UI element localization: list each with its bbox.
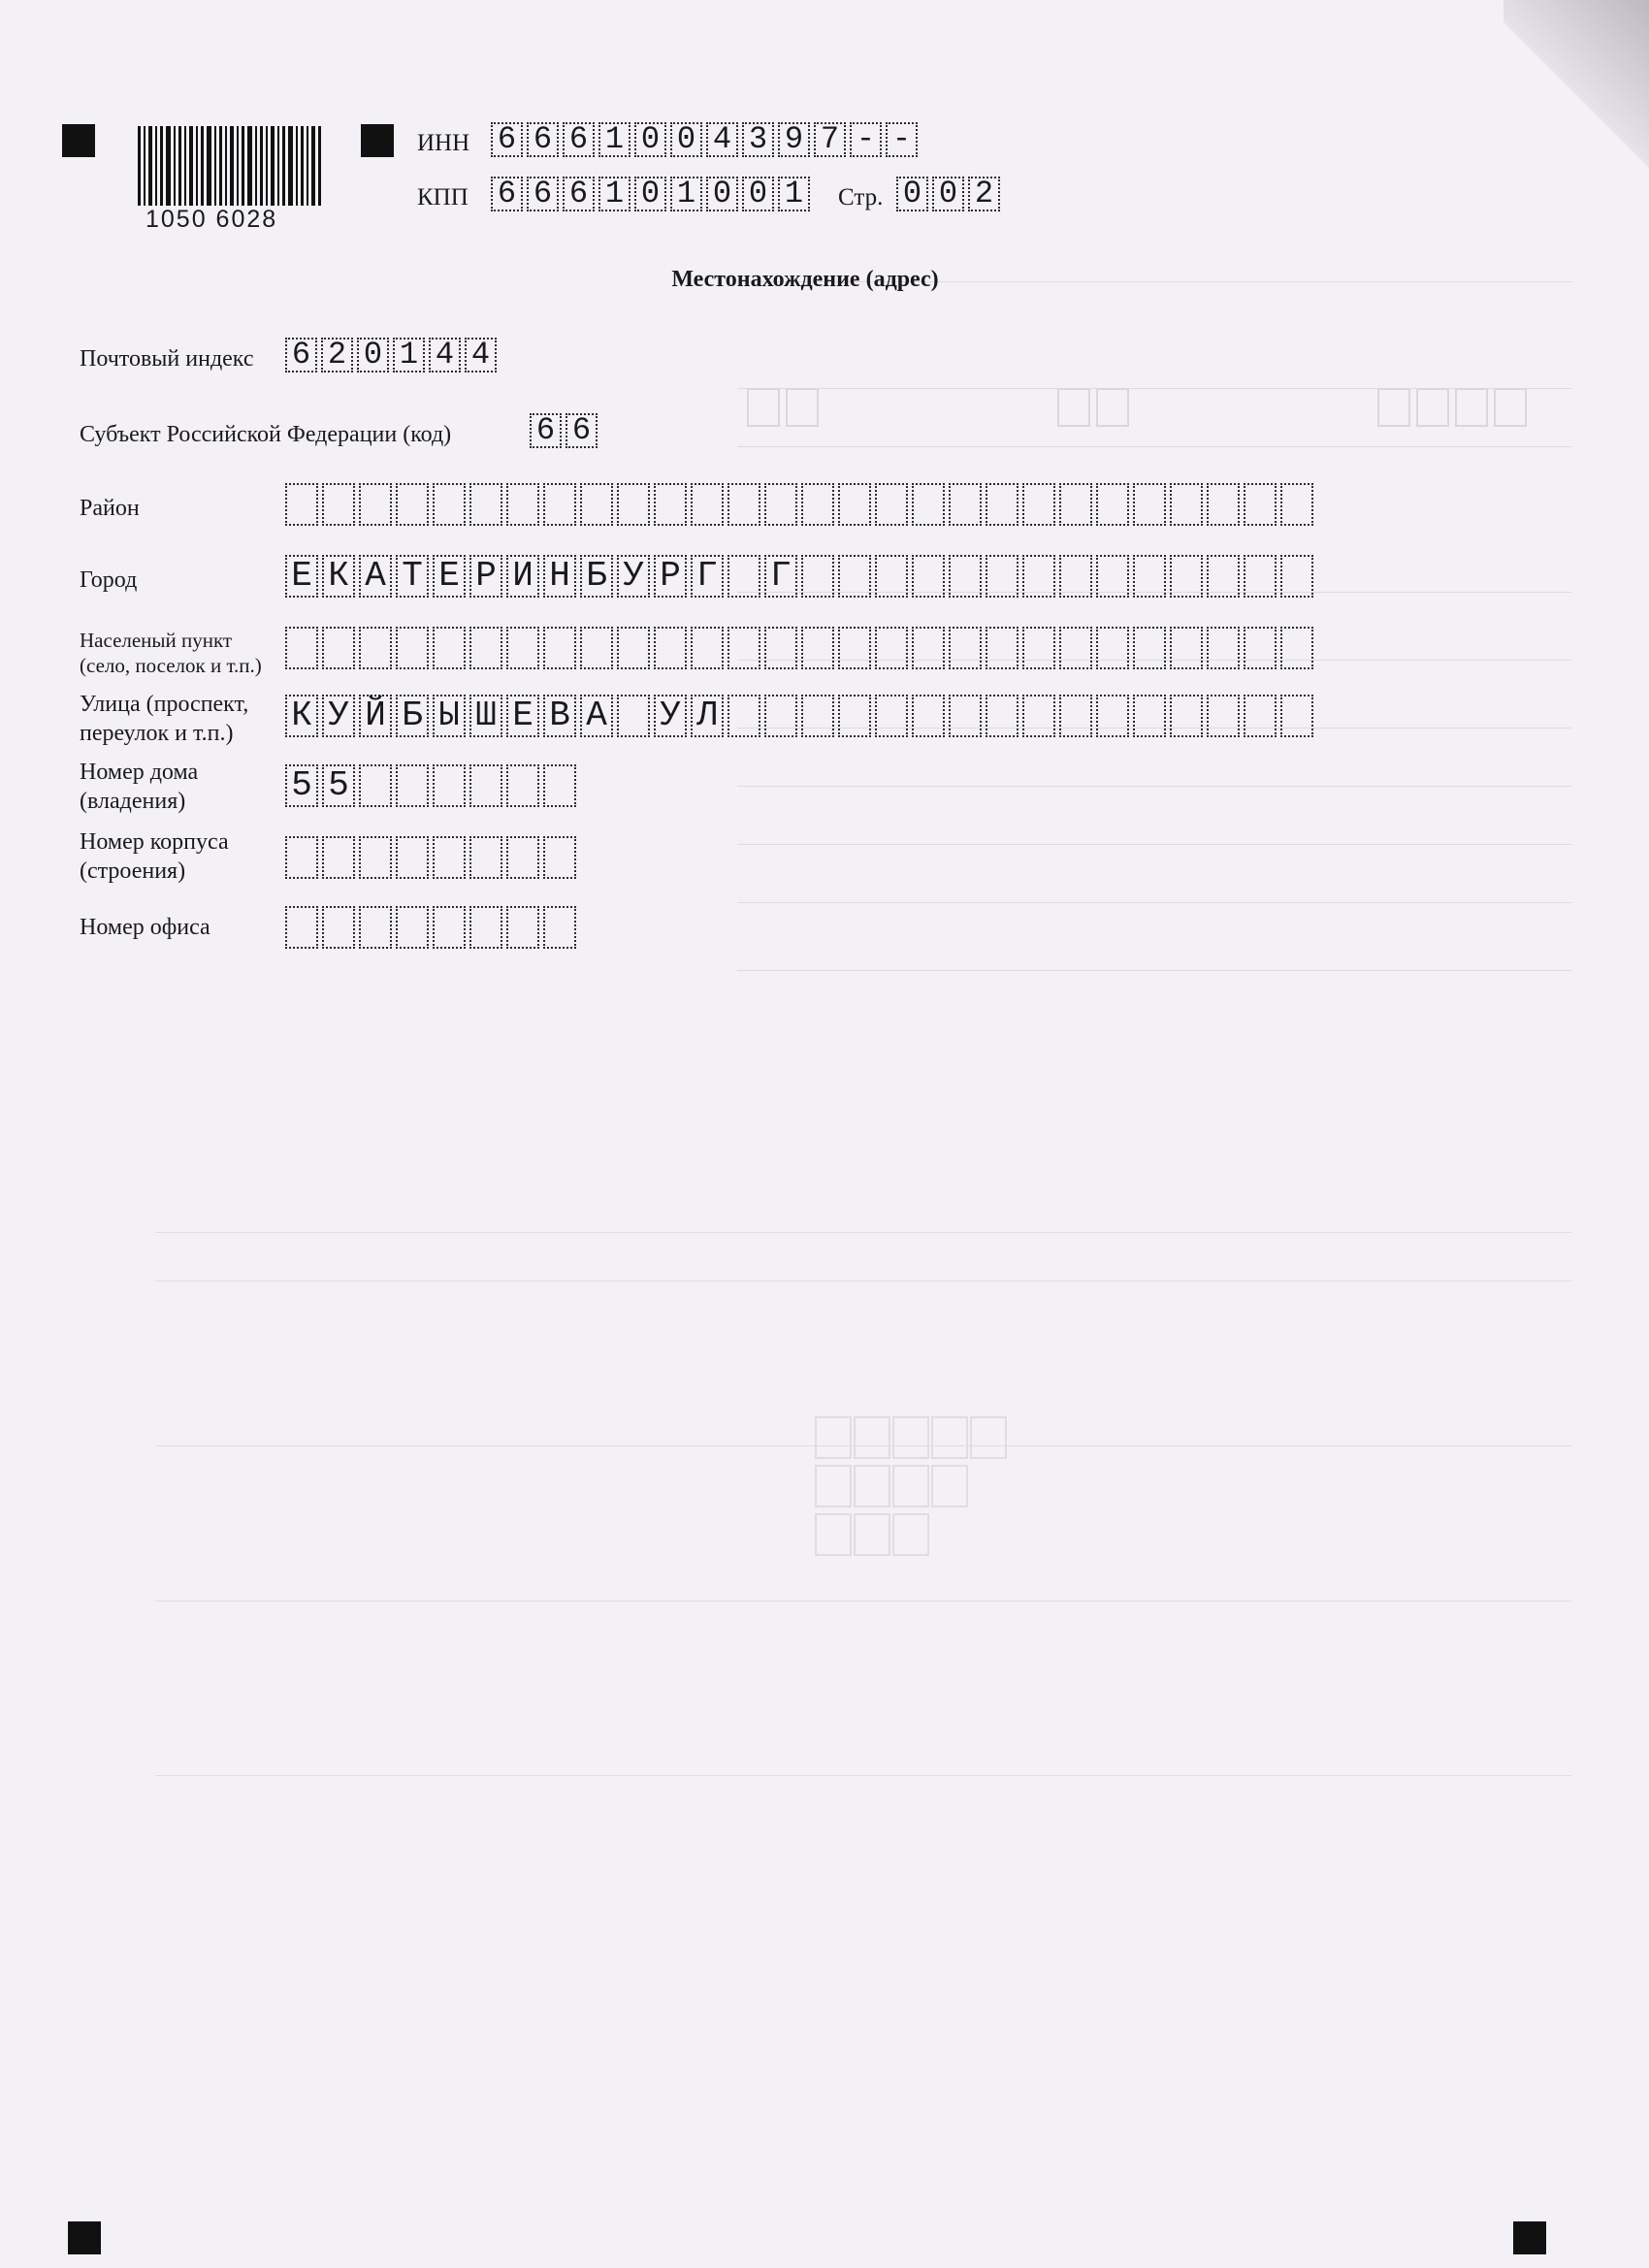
char-cell[interactable] — [1244, 627, 1277, 669]
char-cell[interactable] — [396, 627, 429, 669]
char-cell[interactable]: К — [322, 555, 355, 598]
char-cell[interactable]: 4 — [465, 338, 497, 373]
char-cell[interactable] — [1022, 695, 1055, 737]
char-cell[interactable] — [986, 555, 1018, 598]
char-cell[interactable]: 0 — [634, 177, 666, 211]
char-cell[interactable] — [764, 695, 797, 737]
char-cell[interactable] — [838, 483, 871, 526]
char-cell[interactable] — [1059, 555, 1092, 598]
char-cell[interactable] — [1280, 627, 1313, 669]
char-cell[interactable]: 0 — [932, 177, 964, 211]
char-cell[interactable]: Е — [433, 555, 466, 598]
building-number-label: Номер корпуса — [80, 829, 229, 855]
char-cell[interactable]: 0 — [706, 177, 738, 211]
char-cell[interactable] — [322, 906, 355, 949]
char-cell[interactable] — [1170, 695, 1203, 737]
char-cell[interactable] — [396, 906, 429, 949]
region-code-label: Субъект Российской Федерации (код) — [80, 422, 452, 447]
char-cell[interactable] — [543, 906, 576, 949]
char-cell[interactable] — [1170, 627, 1203, 669]
char-cell[interactable] — [359, 627, 392, 669]
char-cell[interactable]: 3 — [742, 122, 774, 157]
char-cell[interactable]: 2 — [321, 338, 353, 373]
district-label: Район — [80, 496, 140, 521]
house-number-field[interactable] — [285, 764, 580, 807]
char-cell[interactable] — [359, 483, 392, 526]
char-cell[interactable] — [322, 627, 355, 669]
char-cell[interactable] — [359, 764, 392, 807]
char-cell[interactable] — [875, 483, 908, 526]
char-cell[interactable]: Е — [285, 555, 318, 598]
region-code-field[interactable] — [530, 413, 601, 448]
char-cell[interactable] — [285, 627, 318, 669]
char-cell[interactable]: Р — [469, 555, 502, 598]
street-label: Улица (проспект, — [80, 692, 249, 717]
char-cell[interactable]: 0 — [742, 177, 774, 211]
char-cell[interactable]: 2 — [968, 177, 1000, 211]
char-cell[interactable] — [580, 483, 613, 526]
inn-label: ИНН — [417, 130, 470, 156]
char-cell[interactable] — [801, 555, 834, 598]
char-cell[interactable] — [543, 836, 576, 879]
char-cell[interactable] — [506, 836, 539, 879]
page-fold — [1504, 0, 1649, 223]
char-cell[interactable] — [469, 836, 502, 879]
char-cell[interactable] — [801, 695, 834, 737]
char-cell[interactable]: Ш — [469, 695, 502, 737]
char-cell[interactable]: Г — [691, 555, 724, 598]
char-cell[interactable]: К — [285, 695, 318, 737]
char-cell[interactable] — [580, 627, 613, 669]
char-cell[interactable] — [433, 906, 466, 949]
char-cell[interactable]: Б — [396, 695, 429, 737]
char-cell[interactable] — [396, 483, 429, 526]
settlement-label-hint: (село, поселок и т.п.) — [80, 654, 262, 677]
barcode — [138, 126, 322, 213]
district-field[interactable] — [285, 483, 1317, 526]
char-cell[interactable] — [1207, 695, 1240, 737]
char-cell[interactable] — [1133, 627, 1166, 669]
char-cell[interactable] — [654, 483, 687, 526]
char-cell[interactable] — [691, 483, 724, 526]
char-cell[interactable] — [396, 836, 429, 879]
char-cell[interactable]: 6 — [285, 338, 317, 373]
char-cell[interactable] — [433, 764, 466, 807]
char-cell[interactable] — [1207, 483, 1240, 526]
page-label: Стр. — [838, 184, 884, 211]
char-cell[interactable] — [433, 483, 466, 526]
char-cell[interactable] — [469, 483, 502, 526]
char-cell[interactable] — [617, 483, 650, 526]
barcode-number: 1050 6028 — [146, 206, 278, 233]
char-cell[interactable] — [728, 483, 760, 526]
char-cell[interactable] — [986, 695, 1018, 737]
char-cell[interactable]: Г — [764, 555, 797, 598]
char-cell[interactable]: Ы — [433, 695, 466, 737]
char-cell[interactable] — [728, 695, 760, 737]
char-cell[interactable]: 0 — [357, 338, 389, 373]
char-cell[interactable] — [469, 627, 502, 669]
street-field[interactable] — [285, 695, 1317, 737]
char-cell[interactable]: У — [617, 555, 650, 598]
char-cell[interactable] — [543, 764, 576, 807]
char-cell[interactable] — [322, 483, 355, 526]
char-cell[interactable] — [543, 483, 576, 526]
char-cell[interactable] — [359, 906, 392, 949]
char-cell[interactable] — [469, 764, 502, 807]
office-number-label: Номер офиса — [80, 915, 210, 940]
char-cell[interactable] — [1096, 627, 1129, 669]
char-cell[interactable] — [506, 906, 539, 949]
char-cell[interactable] — [617, 695, 650, 737]
city-label: Город — [80, 567, 138, 593]
settlement-field[interactable] — [285, 627, 1317, 669]
char-cell[interactable]: 6 — [527, 177, 559, 211]
char-cell[interactable]: Р — [654, 555, 687, 598]
char-cell[interactable] — [801, 483, 834, 526]
char-cell[interactable]: У — [654, 695, 687, 737]
char-cell[interactable] — [1096, 695, 1129, 737]
corner-marker-bottom-right — [1513, 2221, 1546, 2254]
char-cell[interactable]: 6 — [566, 413, 598, 448]
char-cell[interactable]: В — [543, 695, 576, 737]
char-cell[interactable] — [506, 483, 539, 526]
char-cell[interactable] — [285, 483, 318, 526]
char-cell[interactable] — [875, 555, 908, 598]
char-cell[interactable]: А — [580, 695, 613, 737]
corner-marker-bottom-left — [68, 2221, 101, 2254]
city-field[interactable] — [285, 555, 1317, 598]
char-cell[interactable] — [1133, 483, 1166, 526]
char-cell[interactable]: 6 — [527, 122, 559, 157]
corner-marker-top-mid — [361, 124, 394, 157]
postal-index-label: Почтовый индекс — [80, 346, 254, 372]
char-cell[interactable] — [912, 555, 945, 598]
char-cell[interactable] — [617, 627, 650, 669]
char-cell[interactable]: 4 — [706, 122, 738, 157]
char-cell[interactable]: 5 — [322, 764, 355, 807]
house-number-label-hint: (владения) — [80, 789, 186, 814]
char-cell[interactable] — [322, 836, 355, 879]
char-cell[interactable]: 6 — [563, 177, 595, 211]
char-cell[interactable]: У — [322, 695, 355, 737]
bleed-through-lower — [155, 1193, 1610, 1969]
char-cell[interactable] — [728, 627, 760, 669]
char-cell[interactable] — [875, 695, 908, 737]
char-cell[interactable] — [1022, 483, 1055, 526]
char-cell[interactable]: Й — [359, 695, 392, 737]
char-cell[interactable]: А — [359, 555, 392, 598]
char-cell[interactable] — [912, 695, 945, 737]
char-cell[interactable]: Е — [506, 695, 539, 737]
char-cell[interactable]: 5 — [285, 764, 318, 807]
char-cell[interactable]: 1 — [393, 338, 425, 373]
char-cell[interactable] — [433, 627, 466, 669]
char-cell[interactable] — [285, 906, 318, 949]
section-title: Местонахождение (адрес) — [671, 267, 939, 292]
char-cell[interactable] — [764, 627, 797, 669]
char-cell[interactable] — [1280, 555, 1313, 598]
building-number-field[interactable] — [285, 836, 580, 879]
char-cell[interactable] — [986, 483, 1018, 526]
char-cell[interactable]: 1 — [598, 177, 630, 211]
char-cell[interactable]: Б — [580, 555, 613, 598]
char-cell[interactable] — [1280, 695, 1313, 737]
char-cell[interactable] — [433, 836, 466, 879]
char-cell[interactable]: 6 — [491, 177, 523, 211]
char-cell[interactable]: 7 — [814, 122, 846, 157]
char-cell[interactable]: 6 — [530, 413, 562, 448]
char-cell[interactable]: - — [850, 122, 882, 157]
char-cell[interactable]: - — [886, 122, 918, 157]
char-cell[interactable] — [1280, 483, 1313, 526]
char-cell[interactable]: 0 — [670, 122, 702, 157]
char-cell[interactable] — [543, 627, 576, 669]
char-cell[interactable] — [469, 906, 502, 949]
char-cell[interactable] — [1244, 555, 1277, 598]
char-cell[interactable]: Т — [396, 555, 429, 598]
char-cell[interactable] — [949, 627, 982, 669]
char-cell[interactable] — [1059, 627, 1092, 669]
char-cell[interactable]: 1 — [778, 177, 810, 211]
char-cell[interactable] — [838, 555, 871, 598]
char-cell[interactable] — [949, 483, 982, 526]
char-cell[interactable]: 6 — [563, 122, 595, 157]
kpp-label: КПП — [417, 184, 469, 211]
house-number-label: Номер дома — [80, 760, 199, 785]
char-cell[interactable] — [728, 555, 760, 598]
char-cell[interactable] — [838, 627, 871, 669]
char-cell[interactable] — [1207, 627, 1240, 669]
postal-index-field[interactable] — [285, 338, 501, 373]
page-number-field[interactable] — [896, 177, 1004, 211]
char-cell[interactable] — [285, 836, 318, 879]
settlement-label: Населеный пункт — [80, 629, 233, 652]
street-label-hint: переулок и т.п.) — [80, 721, 234, 746]
char-cell[interactable] — [986, 627, 1018, 669]
char-cell[interactable] — [654, 627, 687, 669]
char-cell[interactable] — [1096, 483, 1129, 526]
char-cell[interactable]: Н — [543, 555, 576, 598]
char-cell[interactable] — [691, 627, 724, 669]
char-cell[interactable] — [1022, 627, 1055, 669]
char-cell[interactable]: 0 — [634, 122, 666, 157]
char-cell[interactable]: И — [506, 555, 539, 598]
corner-marker-top-left — [62, 124, 95, 157]
char-cell[interactable] — [1133, 695, 1166, 737]
char-cell[interactable] — [1244, 695, 1277, 737]
char-cell[interactable] — [1059, 695, 1092, 737]
char-cell[interactable]: Л — [691, 695, 724, 737]
char-cell[interactable] — [506, 627, 539, 669]
char-cell[interactable] — [912, 483, 945, 526]
char-cell[interactable] — [506, 764, 539, 807]
char-cell[interactable]: 1 — [598, 122, 630, 157]
kpp-field[interactable] — [491, 177, 814, 211]
building-number-label-hint: (строения) — [80, 859, 186, 884]
char-cell[interactable] — [1133, 555, 1166, 598]
char-cell[interactable] — [1022, 555, 1055, 598]
char-cell[interactable] — [1096, 555, 1129, 598]
char-cell[interactable] — [359, 836, 392, 879]
char-cell[interactable] — [838, 695, 871, 737]
char-cell[interactable] — [764, 483, 797, 526]
char-cell[interactable] — [801, 627, 834, 669]
char-cell[interactable] — [949, 555, 982, 598]
char-cell[interactable] — [1170, 483, 1203, 526]
char-cell[interactable]: 0 — [896, 177, 928, 211]
char-cell[interactable] — [949, 695, 982, 737]
char-cell[interactable] — [1170, 555, 1203, 598]
inn-field[interactable] — [491, 122, 922, 157]
char-cell[interactable]: 4 — [429, 338, 461, 373]
char-cell[interactable]: 1 — [670, 177, 702, 211]
char-cell[interactable]: 9 — [778, 122, 810, 157]
char-cell[interactable] — [396, 764, 429, 807]
char-cell[interactable]: 6 — [491, 122, 523, 157]
char-cell[interactable] — [875, 627, 908, 669]
char-cell[interactable] — [912, 627, 945, 669]
char-cell[interactable] — [1207, 555, 1240, 598]
char-cell[interactable] — [1059, 483, 1092, 526]
office-number-field[interactable] — [285, 906, 580, 949]
char-cell[interactable] — [1244, 483, 1277, 526]
